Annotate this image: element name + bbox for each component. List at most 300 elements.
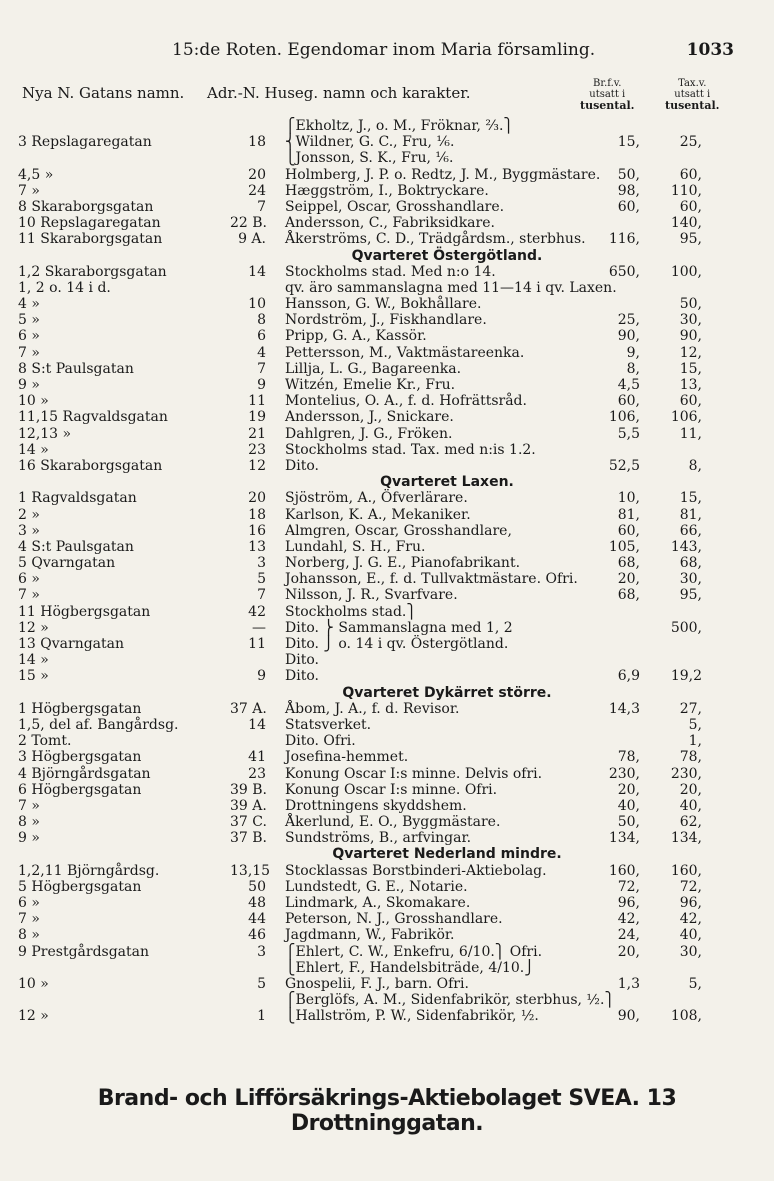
street-number: 6 » — [18, 895, 40, 911]
street-number: 7 » — [18, 911, 40, 928]
address-number: 1 — [257, 1008, 266, 1025]
property-row — [0, 636, 774, 652]
street-number: 13 Qvarngatan — [18, 636, 125, 652]
brfv-value: 650, — [608, 263, 640, 280]
address-number: 18 — [248, 506, 266, 523]
brfv-value: 160, — [608, 862, 640, 879]
taxv-value: 40, — [679, 927, 702, 944]
owner-entry: ⎧Ehlert, C. W., Enkefru, 6/10.⎫ Ofri. — [285, 943, 543, 960]
owner-entry: Dahlgren, J. G., Fröken. — [285, 425, 453, 442]
address-number: 50 — [248, 878, 266, 895]
street-number: 8 S:t Paulsgatan — [18, 360, 134, 377]
property-row — [0, 992, 774, 1008]
taxv-value: 50, — [679, 296, 702, 313]
street-number: 5 » — [18, 312, 40, 329]
property-row — [0, 183, 774, 199]
owner-entry: Jagdmann, W., Fabrikör. — [285, 927, 455, 944]
address-number: 22 B. — [230, 215, 268, 232]
property-row — [0, 199, 774, 215]
quarter-title: Qvarteret Nederland mindre. — [332, 846, 562, 863]
street-number: 10 Repslagaregatan — [18, 215, 161, 232]
address-number: 11 — [248, 393, 266, 410]
owner-entry: Josefina-hemmet. — [285, 749, 409, 766]
property-row — [0, 490, 774, 506]
property-row — [0, 1008, 774, 1024]
address-number: 37 A. — [230, 700, 267, 717]
street-number: 3 Högbergsgatan — [18, 749, 142, 766]
brfv-value: 68, — [617, 555, 640, 572]
property-row — [0, 830, 774, 846]
taxv-value: 20, — [679, 781, 702, 798]
owner-entry: Stocklassas Borstbinderi-Aktiebolag. — [285, 862, 547, 879]
brfv-value: 20, — [617, 781, 640, 798]
owner-entry: Lundahl, S. H., Fru. — [285, 538, 426, 555]
brfv-value: 14,3 — [608, 700, 640, 717]
taxv-value: 60, — [679, 198, 702, 215]
taxv-value: 15, — [679, 360, 702, 377]
taxv-value: 72, — [679, 878, 702, 895]
col-address-header: Adr.-N. Huseg. namn och karakter. — [207, 84, 471, 102]
owner-entry: ⎩Hallström, P. W., Sidenfabrikör, ½. — [285, 1008, 539, 1025]
owner-entry: ⎩Ehlert, F., Handelsbiträde, 4/10.⎭ — [285, 959, 535, 976]
quarter-heading — [0, 248, 774, 264]
taxv-value: 160, — [670, 862, 702, 879]
taxv-value: 5, — [688, 716, 702, 733]
taxv-value: 95, — [679, 231, 702, 248]
street-number: 14 » — [18, 441, 49, 458]
brfv-value: 72, — [617, 878, 640, 895]
brfv-value: 96, — [617, 895, 640, 911]
brfv-value: 52,5 — [608, 457, 640, 474]
col-street-header: Nya N. Gatans namn. — [22, 84, 185, 102]
address-number: 37 B. — [230, 830, 268, 847]
owner-entry: Stockholms stad.⎫ — [285, 603, 417, 620]
taxv-value: 30, — [679, 571, 702, 588]
property-row — [0, 587, 774, 603]
owner-entry: Karlson, K. A., Mekaniker. — [285, 506, 471, 523]
taxv-value: 106, — [670, 409, 702, 426]
owner-entry: Åbom, J. A., f. d. Revisor. — [285, 700, 460, 717]
column-headers — [0, 78, 774, 114]
address-number: 5 — [257, 975, 266, 992]
street-number: 9 » — [18, 830, 40, 847]
property-row — [0, 296, 774, 312]
taxv-value: 62, — [679, 814, 702, 831]
brfv-value: 60, — [617, 198, 640, 215]
property-row — [0, 863, 774, 879]
property-row — [0, 944, 774, 960]
taxv-value: 5, — [688, 975, 702, 992]
owner-entry: Lindmark, A., Skomakare. — [285, 895, 471, 911]
street-number: 5 Qvarngatan — [18, 555, 116, 572]
street-number: 7 » — [18, 182, 40, 199]
quarter-title: Qvarteret Dykärret större. — [342, 684, 552, 701]
street-number: 4 » — [18, 296, 40, 313]
property-row — [0, 118, 774, 134]
brfv-value: 20, — [617, 571, 640, 588]
owner-entry: Statsverket. — [285, 716, 372, 733]
owner-entry: Andersson, C., Fabriksidkare. — [285, 215, 495, 232]
brfv-value: 1,3 — [617, 975, 640, 992]
property-row — [0, 571, 774, 587]
street-number: 11 Högbergsgatan — [18, 603, 151, 620]
property-row — [0, 231, 774, 247]
brfv-value: 40, — [617, 797, 640, 814]
street-number: 12,13 » — [18, 425, 72, 442]
owner-entry: qv. äro sammanslagna med 11—14 i qv. Laxen. — [285, 279, 617, 296]
street-number: 4,5 » — [18, 166, 54, 183]
brfv-value: 90, — [617, 1008, 640, 1025]
property-row — [0, 150, 774, 166]
brfv-value: 20, — [617, 943, 640, 960]
taxv-value: 25, — [679, 134, 702, 151]
street-number: 8 » — [18, 814, 40, 831]
address-number: 44 — [248, 911, 266, 928]
property-row — [0, 523, 774, 539]
quarter-title: Qvarteret Östergötland. — [351, 247, 543, 264]
brfv-value: 42, — [617, 911, 640, 928]
owner-entry: Witzén, Emelie Kr., Fru. — [285, 377, 456, 393]
street-number: 1 Ragvaldsgatan — [18, 490, 137, 507]
property-row — [0, 328, 774, 344]
street-number: 7 » — [18, 344, 40, 361]
taxv-value: 66, — [679, 522, 702, 539]
property-row — [0, 167, 774, 183]
address-number: 7 — [257, 360, 266, 377]
street-number: 2 » — [18, 506, 40, 523]
owner-entry: Nordström, J., Fiskhandlare. — [285, 312, 487, 329]
owner-entry: Dito. ⎭ o. 14 i qv. Östergötland. — [285, 636, 509, 652]
col-taxv-line1: Tax.v. — [678, 78, 707, 89]
address-number: 41 — [248, 749, 266, 766]
owner-entry: Andersson, J., Snickare. — [285, 409, 454, 426]
page-running-title: 15:de Roten. Egendomar inom Maria församling. — [172, 40, 596, 60]
street-number: 8 » — [18, 927, 40, 944]
property-row — [0, 895, 774, 911]
owner-entry: Åkerströms, C. D., Trädgårdsm., sterbhus. — [285, 231, 586, 248]
owner-entry: Konung Oscar I:s minne. Ofri. — [285, 781, 498, 798]
street-number: 11 Skaraborgsgatan — [18, 231, 163, 248]
brfv-value: 90, — [617, 328, 640, 345]
property-list — [0, 118, 774, 1025]
street-number: 3 Repslagaregatan — [18, 134, 152, 151]
address-number: 7 — [257, 587, 266, 604]
street-number: 2 Tomt. — [18, 733, 72, 750]
address-number: 9 — [257, 377, 266, 393]
owner-entry: ⎧Berglöfs, A. M., Sidenfabrikör, sterbhus, ½.⎫ — [285, 992, 615, 1009]
owner-entry: ⎧Ekholtz, J., o. M., Fröknar, ⅔.⎫ — [285, 118, 514, 134]
property-row — [0, 652, 774, 668]
property-row — [0, 798, 774, 814]
col-brfv-line3: tusental. — [580, 99, 635, 112]
street-number: 16 Skaraborgsgatan — [18, 457, 163, 474]
address-number: 20 — [248, 166, 266, 183]
taxv-value: 96, — [679, 895, 702, 911]
property-row — [0, 426, 774, 442]
address-number: 18 — [248, 134, 266, 151]
property-row — [0, 766, 774, 782]
street-number: 14 » — [18, 652, 49, 669]
brfv-value: 8, — [626, 360, 640, 377]
owner-entry: ⎩Jonsson, S. K., Fru, ⅙. — [285, 150, 454, 167]
brfv-value: 106, — [608, 409, 640, 426]
brfv-value: 78, — [617, 749, 640, 766]
brfv-value: 9, — [626, 344, 640, 361]
property-row — [0, 604, 774, 620]
owner-entry: Peterson, N. J., Grosshandlare. — [285, 911, 503, 928]
owner-entry: ⎨Wildner, G. C., Fru, ⅙. — [285, 134, 455, 151]
brfv-value: 134, — [608, 830, 640, 847]
brfv-value: 10, — [617, 490, 640, 507]
brfv-value: 5,5 — [617, 425, 640, 442]
owner-entry: Dito. Ofri. — [285, 733, 356, 750]
taxv-value: 230, — [670, 765, 702, 782]
street-number: 7 » — [18, 587, 40, 604]
address-number: — — [252, 619, 266, 636]
address-number: 46 — [248, 927, 266, 944]
taxv-value: 108, — [670, 1008, 702, 1025]
owner-entry: Gnospelii, F. J., barn. Ofri. — [285, 975, 469, 992]
owner-entry: Sundströms, B., arfvingar. — [285, 830, 472, 847]
street-number: 1,5, del af. Bangårdsg. — [18, 716, 179, 733]
property-row — [0, 701, 774, 717]
property-row — [0, 976, 774, 992]
street-number: 10 » — [18, 975, 49, 992]
col-brfv-line1: Br.f.v. — [593, 78, 622, 89]
property-row — [0, 458, 774, 474]
brfv-value: 60, — [617, 522, 640, 539]
col-brfv-header — [580, 78, 634, 112]
taxv-value: 134, — [670, 830, 702, 847]
street-number: 12 » — [18, 619, 49, 636]
col-brfv-line2: utsatt i — [589, 89, 626, 100]
street-number: 6 Högbergsgatan — [18, 781, 142, 798]
property-row — [0, 879, 774, 895]
brfv-value: 230, — [608, 765, 640, 782]
address-number: 16 — [248, 522, 266, 539]
owner-entry: Dito. — [285, 652, 319, 669]
taxv-value: 11, — [679, 425, 702, 442]
address-number: 39 B. — [230, 781, 268, 798]
address-number: 37 C. — [230, 814, 267, 831]
address-number: 9 — [257, 668, 266, 685]
address-number: 3 — [257, 555, 266, 572]
address-number: 21 — [248, 425, 266, 442]
taxv-value: 500, — [670, 619, 702, 636]
street-number: 4 S:t Paulsgatan — [18, 538, 134, 555]
brfv-value: 15, — [617, 134, 640, 151]
taxv-value: 15, — [679, 490, 702, 507]
owner-entry: Dito. ⎬ Sammanslagna med 1, 2 — [285, 619, 513, 636]
address-number: 14 — [248, 716, 266, 733]
owner-entry: Drottningens skyddshem. — [285, 797, 467, 814]
property-row — [0, 393, 774, 409]
taxv-value: 30, — [679, 943, 702, 960]
brfv-value: 116, — [608, 231, 640, 248]
owner-entry: Lundstedt, G. E., Notarie. — [285, 878, 468, 895]
property-row — [0, 409, 774, 425]
owner-entry: Dito. — [285, 668, 319, 685]
address-number: 11 — [248, 636, 266, 652]
col-taxv-line2: utsatt i — [674, 89, 711, 100]
owner-entry: Holmberg, J. P. o. Redtz, J. M., Byggmästare. — [285, 166, 601, 183]
address-number: 42 — [248, 603, 266, 620]
brfv-value: 25, — [617, 312, 640, 329]
property-row — [0, 782, 774, 798]
owner-entry: Seippel, Oscar, Grosshandlare. — [285, 198, 505, 215]
brfv-value: 50, — [617, 166, 640, 183]
brfv-value: 60, — [617, 393, 640, 410]
address-number: 20 — [248, 490, 266, 507]
owner-entry: Konung Oscar I:s minne. Delvis ofri. — [285, 765, 543, 782]
address-number: 12 — [248, 457, 266, 474]
brfv-value: 4,5 — [617, 377, 640, 393]
owner-entry: Hansson, G. W., Bokhållare. — [285, 296, 482, 313]
property-row — [0, 620, 774, 636]
property-row — [0, 134, 774, 150]
street-number: 6 » — [18, 328, 40, 345]
address-number: 39 A. — [230, 797, 267, 814]
address-number: 14 — [248, 263, 266, 280]
address-number: 8 — [257, 312, 266, 329]
property-row — [0, 345, 774, 361]
quarter-heading — [0, 474, 774, 490]
address-number: 19 — [248, 409, 266, 426]
property-row — [0, 911, 774, 927]
address-number: 6 — [257, 328, 266, 345]
taxv-value: 78, — [679, 749, 702, 766]
brfv-value: 98, — [617, 182, 640, 199]
owner-entry: Almgren, Oscar, Grosshandlare, — [285, 522, 512, 539]
property-row — [0, 215, 774, 231]
street-number: 1 Högbergsgatan — [18, 700, 142, 717]
owner-entry: Pettersson, M., Vaktmästareenka. — [285, 344, 525, 361]
address-number: 3 — [257, 943, 266, 960]
property-row — [0, 539, 774, 555]
address-number: 10 — [248, 296, 266, 313]
taxv-value: 95, — [679, 587, 702, 604]
address-number: 7 — [257, 198, 266, 215]
street-number: 1,2,11 Björngårdsg. — [18, 862, 160, 879]
address-number: 9 A. — [238, 231, 266, 248]
taxv-value: 143, — [670, 538, 702, 555]
address-number: 24 — [248, 182, 266, 199]
taxv-value: 30, — [679, 312, 702, 329]
owner-entry: Lillja, L. G., Bagareenka. — [285, 360, 462, 377]
address-number: 23 — [248, 441, 266, 458]
property-row — [0, 377, 774, 393]
taxv-value: 68, — [679, 555, 702, 572]
street-number: 4 Björngårdsgatan — [18, 765, 151, 782]
street-number: 11,15 Ragvaldsgatan — [18, 409, 168, 426]
owner-entry: Norberg, J. G. E., Pianofabrikant. — [285, 555, 521, 572]
taxv-value: 110, — [670, 182, 702, 199]
owner-entry: Stockholms stad. Tax. med n:is 1.2. — [285, 441, 536, 458]
taxv-value: 12, — [679, 344, 702, 361]
address-number: 48 — [248, 895, 266, 911]
property-row — [0, 668, 774, 684]
property-row — [0, 280, 774, 296]
owner-entry: Sjöström, A., Öfverlärare. — [285, 490, 468, 507]
brfv-value: 105, — [608, 538, 640, 555]
street-number: 9 Prestgårdsgatan — [18, 943, 150, 960]
property-row — [0, 960, 774, 976]
taxv-value: 19,2 — [670, 668, 702, 685]
taxv-value: 8, — [688, 457, 702, 474]
street-number: 3 » — [18, 522, 40, 539]
taxv-value: 140, — [670, 215, 702, 232]
street-number: 15 » — [18, 668, 49, 685]
property-row — [0, 442, 774, 458]
owner-entry: Nilsson, J. R., Svarfvare. — [285, 587, 458, 604]
address-number: 4 — [257, 344, 266, 361]
brfv-value: 50, — [617, 814, 640, 831]
brfv-value: 68, — [617, 587, 640, 604]
property-row — [0, 264, 774, 280]
owner-entry: Montelius, O. A., f. d. Hofrättsråd. — [285, 393, 527, 410]
taxv-value: 81, — [679, 506, 702, 523]
street-number: 8 Skaraborgsgatan — [18, 198, 154, 215]
address-number: 23 — [248, 765, 266, 782]
brfv-value: 81, — [617, 506, 640, 523]
street-number: 1, 2 o. 14 i d. — [18, 279, 111, 296]
page-number: 1033 — [686, 40, 734, 60]
taxv-value: 40, — [679, 797, 702, 814]
col-taxv-line3: tusental. — [665, 99, 720, 112]
owner-entry: Johansson, E., f. d. Tullvaktmästare. Ofri. — [285, 571, 578, 588]
owner-entry: Pripp, G. A., Kassör. — [285, 328, 427, 345]
property-row — [0, 507, 774, 523]
taxv-value: 60, — [679, 393, 702, 410]
quarter-title: Qvarteret Laxen. — [380, 474, 514, 491]
property-row — [0, 749, 774, 765]
street-number: 9 » — [18, 377, 40, 393]
property-row — [0, 927, 774, 943]
street-number: 12 » — [18, 1008, 49, 1025]
taxv-value: 100, — [670, 263, 702, 280]
property-row — [0, 312, 774, 328]
quarter-heading — [0, 685, 774, 701]
street-number: 10 » — [18, 393, 49, 410]
owner-entry: Hæggström, I., Boktryckare. — [285, 182, 489, 199]
brfv-value: 6,9 — [617, 668, 640, 685]
address-number: 5 — [257, 571, 266, 588]
property-row — [0, 717, 774, 733]
col-taxv-header — [665, 78, 719, 112]
address-number: 13 — [248, 538, 266, 555]
property-row — [0, 555, 774, 571]
owner-entry: Stockholms stad. Med n:o 14. — [285, 263, 496, 280]
taxv-value: 60, — [679, 166, 702, 183]
street-number: 5 Högbergsgatan — [18, 878, 142, 895]
quarter-heading — [0, 846, 774, 862]
owner-entry: Åkerlund, E. O., Byggmästare. — [285, 814, 501, 831]
street-number: 6 » — [18, 571, 40, 588]
taxv-value: 42, — [679, 911, 702, 928]
property-row — [0, 814, 774, 830]
street-number: 7 » — [18, 797, 40, 814]
property-row — [0, 361, 774, 377]
street-number: 1,2 Skaraborgsgatan — [18, 263, 167, 280]
taxv-value: 27, — [679, 700, 702, 717]
property-row — [0, 733, 774, 749]
taxv-value: 13, — [679, 377, 702, 393]
brfv-value: 24, — [617, 927, 640, 944]
page-header — [0, 40, 774, 66]
taxv-value: 90, — [679, 328, 702, 345]
owner-entry: Dito. — [285, 457, 319, 474]
taxv-value: 1, — [688, 733, 702, 750]
